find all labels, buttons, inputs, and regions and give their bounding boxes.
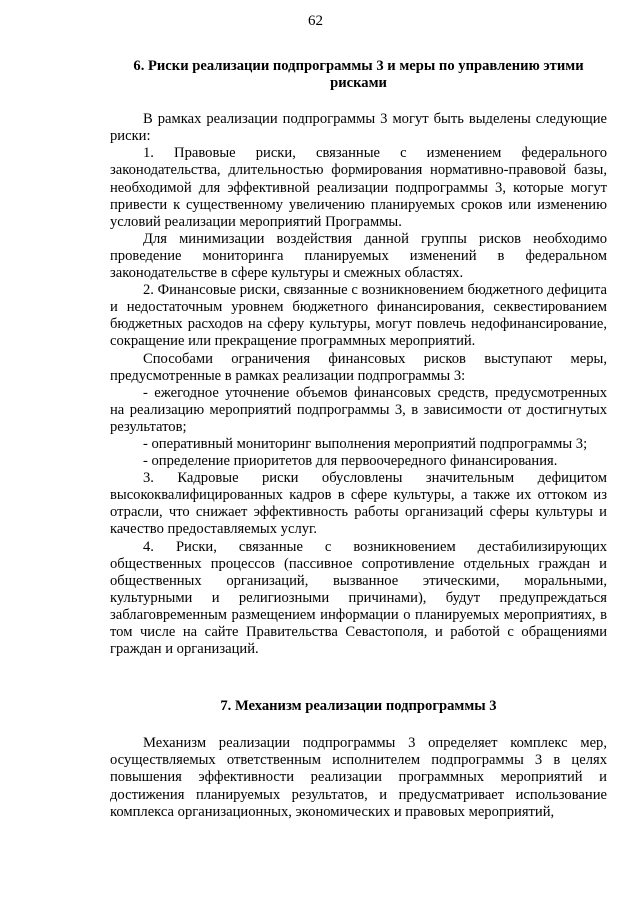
list-item: - оперативный мониторинг выполнения мероприятий подпрограммы 3; xyxy=(143,435,588,452)
section-7-title: 7. Механизм реализации подпрограммы 3 xyxy=(220,698,497,715)
document-body xyxy=(110,58,607,821)
list-item: - ежегодное уточнение объемов финансовых средств, предусмотренных на реализацию мероприятий подпрограммы 3, в зависимости от достигнутых результатов; xyxy=(110,384,607,435)
paragraph: 1. Правовые риски, связанные с изменением федерального законодательства, длительностью формирования нормативно-правовой базы, необходимой для эффективной реализации подпрограммы 3, которые могут привести к существенному увеличению планируемых сроков или изменению условий реализации мероприятий Программы. xyxy=(110,145,607,230)
paragraph: 2. Финансовые риски, связанные с возникновением бюджетного дефицита и недостаточным уровнем бюджетного финансирования, секвестированием бюджетных расходов на сферу культуры, могут повлечь недофинансирование, сокращение или прекращение программных мероприятий. xyxy=(110,282,607,350)
list-item: - определение приоритетов для первоочередного финансирования. xyxy=(143,453,558,470)
paragraph: Способами ограничения финансовых рисков выступают меры, предусмотренные в рамках реализации подпрограммы 3: xyxy=(110,350,607,384)
paragraph: Для минимизации воздействия данной группы рисков необходимо проведение мониторинга планируемых изменений в федеральном законодательстве в сфере культуры и смежных областях. xyxy=(110,230,607,282)
paragraph: 4. Риски, связанные с возникновением дестабилизирующих общественных процессов (пассивное сопротивление отдельных граждан и общественных организаций, вызванное этическими, моральными, культурными и религиозными причинами), будут предупреждаться заблаговременным размещением информации о планируемых мероприятиях, в том числе на сайте Правительства Севастополя, и работой с обращениями граждан и организаций. xyxy=(110,538,607,658)
page-number: 62 xyxy=(308,13,323,29)
paragraph: В рамках реализации подпрограммы 3 могут быть выделены следующие риски: xyxy=(110,111,607,145)
paragraph: Механизм реализации подпрограммы 3 определяет комплекс мер, осуществляемых ответственным исполнителем подпрограммы 3 в целях повышения эффективности реализации программных мероприятий и достижения планируемых результатов, и предусматривает использование комплекса организационных, экономических и правовых мероприятий, xyxy=(110,735,607,820)
paragraph: 3. Кадровые риски обусловлены значительным дефицитом высококвалифицированных кадров в сфере культуры, а также их оттоком из отрасли, что снижает эффективность работы организаций сферы культуры и качество предоставляемых услуг. xyxy=(110,470,607,538)
section-6-title: 6. Риски реализации подпрограммы 3 и меры по управлению этими рисками xyxy=(133,58,584,92)
